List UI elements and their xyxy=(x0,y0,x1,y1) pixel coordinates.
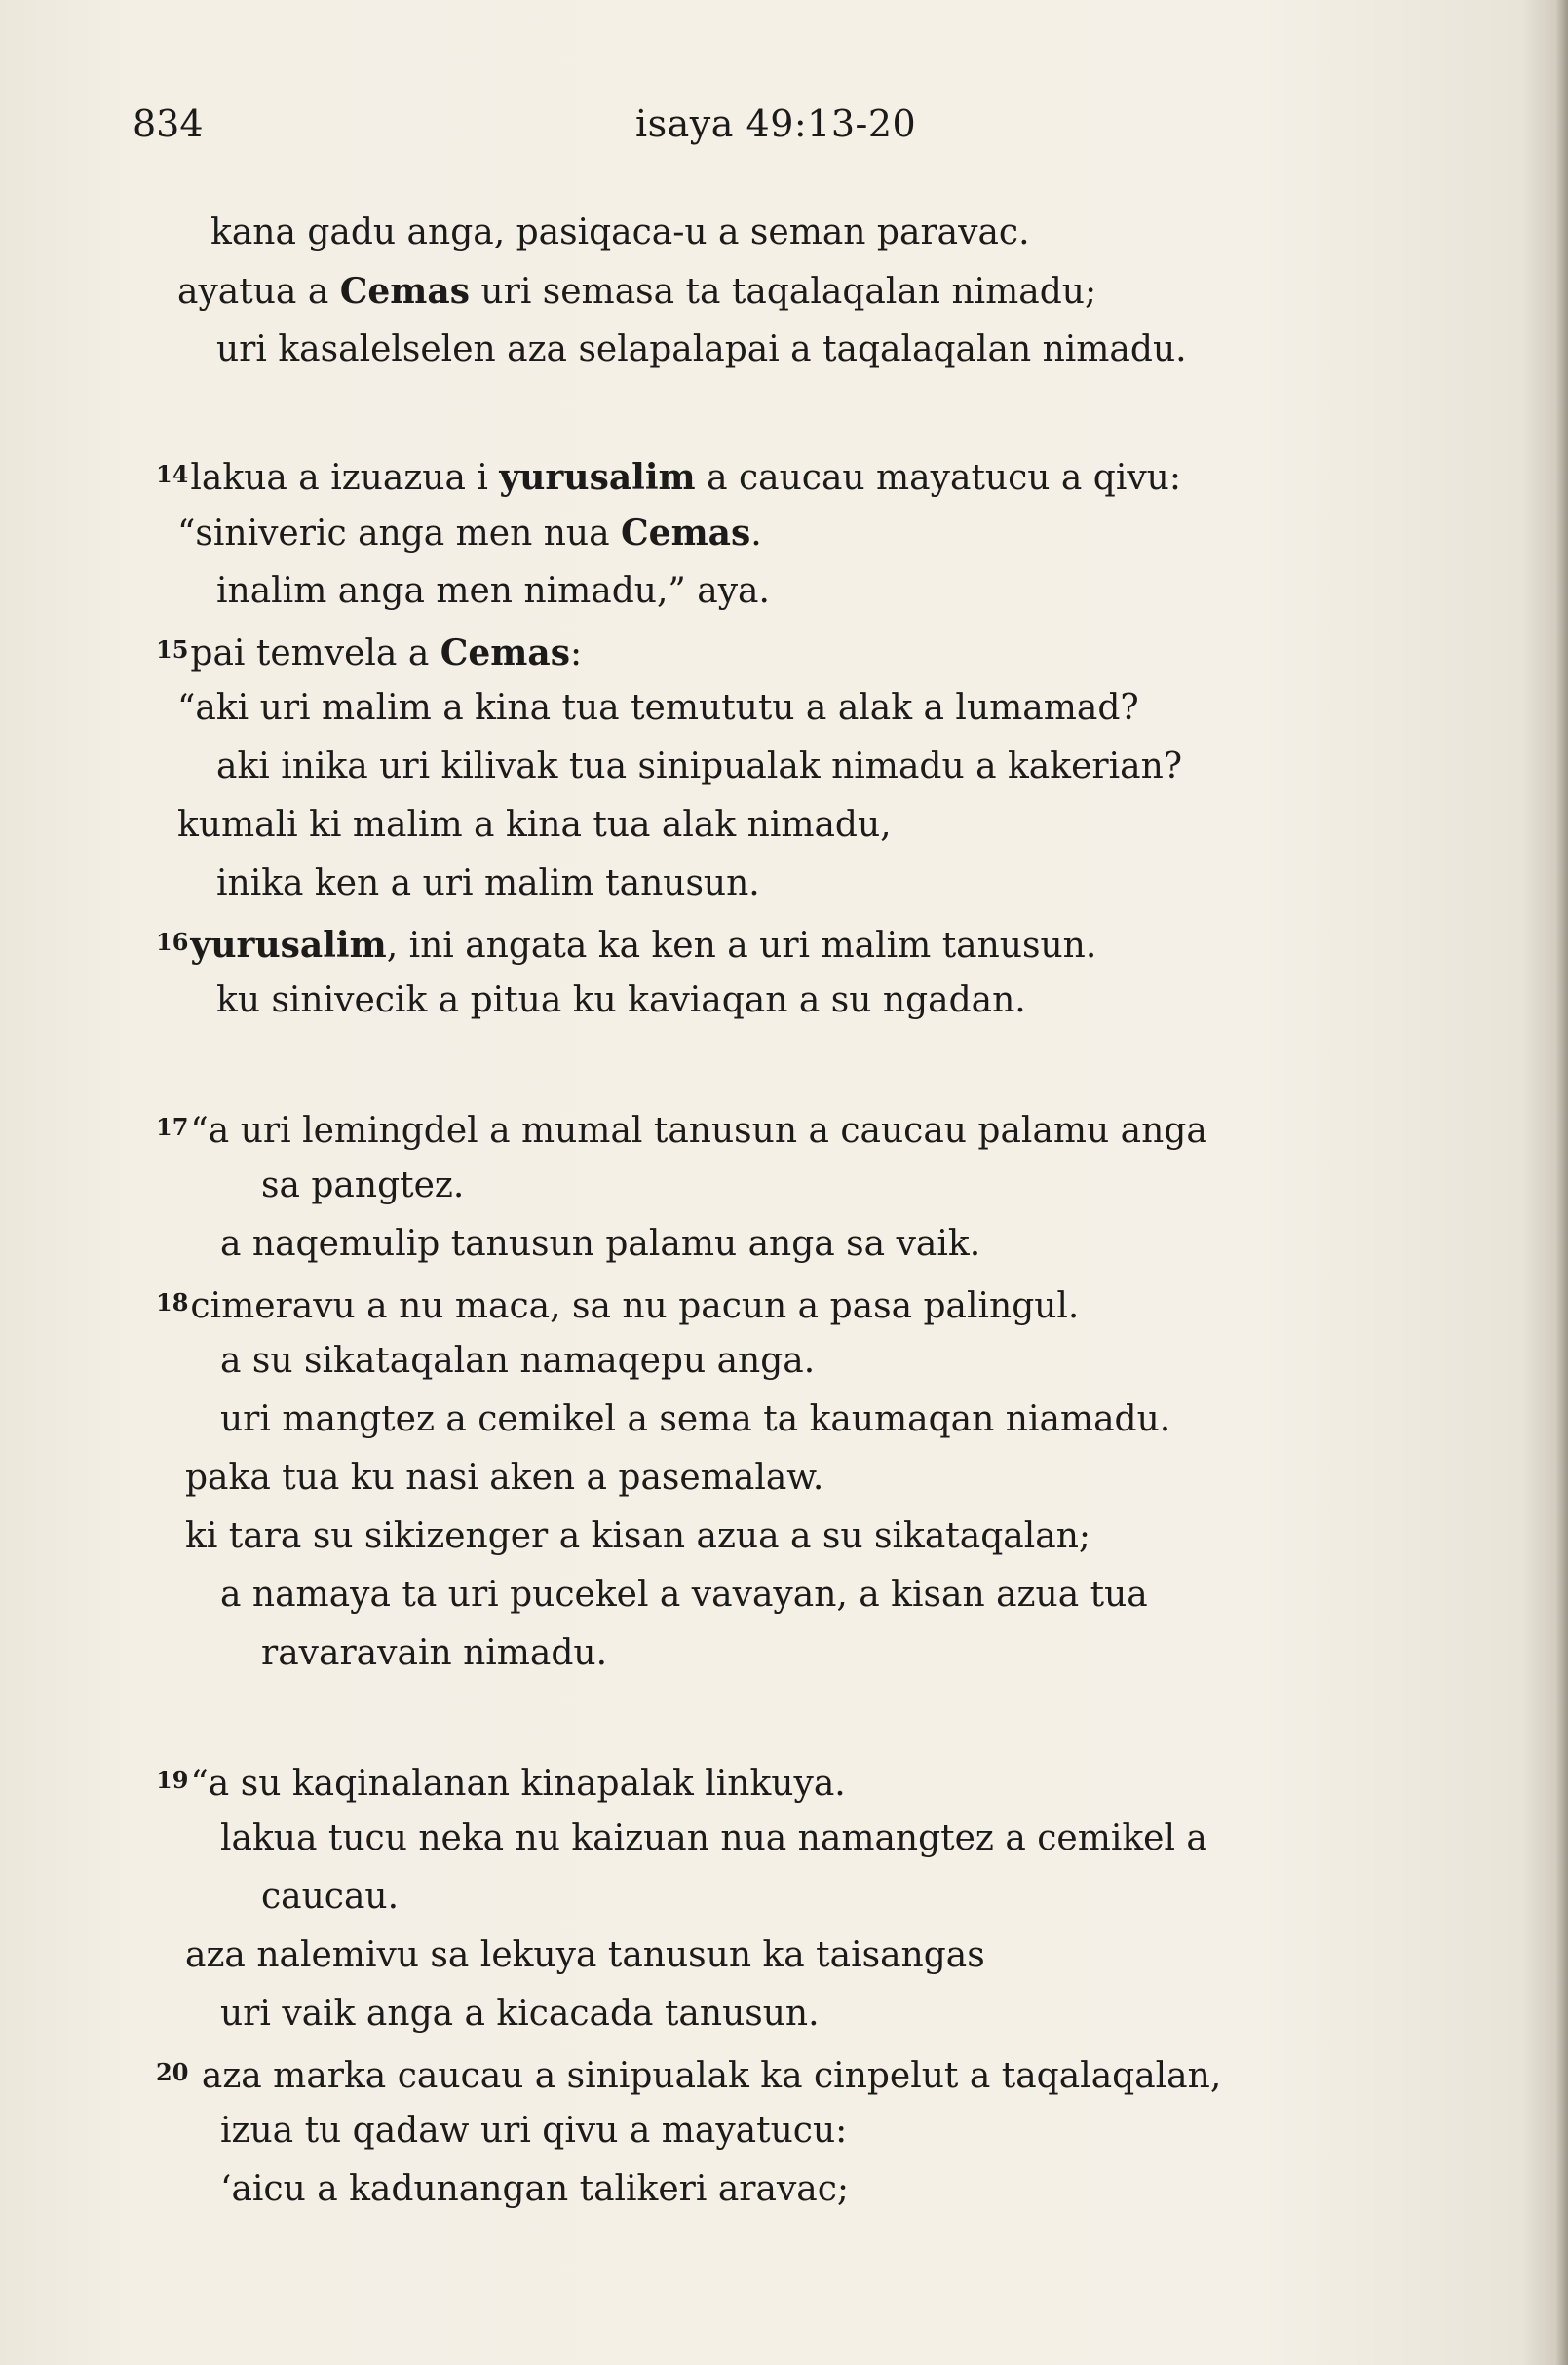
line-text: “aki uri malim a kina tua temututu a alak a lumamad? xyxy=(177,688,1139,728)
verse-number: 19 xyxy=(156,1766,189,1794)
line-text: inika ken a uri malim tanusun. xyxy=(216,863,760,903)
text-line xyxy=(216,860,760,907)
line-text: a su sikataqalan namaqepu anga. xyxy=(220,1341,816,1381)
line-text: uri kasalelselen aza selapalapai a taqalaqalan nimadu. xyxy=(216,329,1187,369)
text-line xyxy=(261,1874,399,1921)
line-text: kumali ki malim a kina tua alak nimadu, xyxy=(177,805,892,845)
bold-name: Cemas xyxy=(440,632,570,673)
page-number: 834 xyxy=(133,102,204,145)
text-line xyxy=(156,627,582,677)
text-line xyxy=(156,2049,1221,2100)
text-line xyxy=(156,451,1181,502)
line-text: lakua tucu neka nu kaizuan nua namangtez a cemikel a xyxy=(220,1818,1207,1858)
text-line xyxy=(220,1396,1170,1443)
line-text: aki inika uri kilivak tua sinipualak nimadu a kakerian? xyxy=(216,746,1183,786)
text-line xyxy=(177,802,892,849)
line-text: caucau. xyxy=(261,1877,400,1917)
line-text: a naqemulip tanusun palamu anga sa vaik. xyxy=(220,1224,981,1264)
line-text: a namaya ta uri pucekel a vavayan, a kisan azua tua xyxy=(220,1575,1148,1615)
text-line xyxy=(216,326,1187,373)
line-text-rest: , ini angata ka ken a uri malim tanusun. xyxy=(386,926,1097,966)
line-text-rest: : xyxy=(570,633,583,673)
bold-name: Cemas xyxy=(339,271,470,312)
line-text-rest: a caucau mayatucu a qivu: xyxy=(695,458,1181,498)
text-line xyxy=(156,919,1096,970)
line-text: izua tu qadaw uri qivu a mayatucu: xyxy=(220,2111,848,2151)
text-line xyxy=(210,210,1030,256)
line-text: inalim anga men nimadu,” aya. xyxy=(216,571,770,611)
line-text: lakua a izuazua i xyxy=(190,458,500,498)
text-line xyxy=(185,1513,1090,1560)
text-line xyxy=(185,1932,985,1979)
line-text: uri mangtez a cemikel a sema ta kaumaqan niamadu. xyxy=(220,1399,1171,1439)
line-text: ‘aicu a kadunangan talikeri aravac; xyxy=(220,2169,850,2209)
text-line xyxy=(261,1630,607,1677)
text-line xyxy=(220,1991,820,2038)
text-line xyxy=(177,510,762,557)
verse-number: 18 xyxy=(156,1288,189,1316)
text-line xyxy=(156,1104,1207,1155)
line-text: ki tara su sikizenger a kisan azua a su sikataqalan; xyxy=(185,1516,1091,1556)
line-text: aza nalemivu sa lekuya tanusun ka taisangas xyxy=(185,1935,985,1975)
line-text: aza marka caucau a sinipualak ka cinpelut a taqalaqalan, xyxy=(190,2056,1222,2096)
text-line xyxy=(156,1757,846,1808)
text-line xyxy=(177,685,1139,732)
verse-number: 16 xyxy=(156,928,189,956)
line-text: “siniveric anga men nua xyxy=(177,514,622,553)
text-line xyxy=(216,568,770,615)
text-line xyxy=(185,1455,823,1502)
line-text: cimeravu a nu maca, sa nu pacun a pasa palingul. xyxy=(190,1286,1080,1326)
bold-name: Cemas xyxy=(621,513,751,553)
line-text: ayatua a xyxy=(177,272,340,312)
line-text: uri vaik anga a kicacada tanusun. xyxy=(220,1994,820,2034)
text-line xyxy=(216,977,1026,1024)
line-text-rest: . xyxy=(750,514,762,553)
bold-name: yurusalim xyxy=(190,925,387,966)
line-text: pai temvela a xyxy=(190,633,440,673)
line-text: ku sinivecik a pitua ku kaviaqan a su ngadan. xyxy=(216,980,1026,1020)
text-line xyxy=(220,2166,849,2213)
text-line xyxy=(177,268,1096,316)
text-line xyxy=(261,1163,464,1209)
line-text: ravaravain nimadu. xyxy=(261,1633,608,1673)
verse-number: 14 xyxy=(156,460,189,488)
book-spine-shadow xyxy=(1554,0,1568,2365)
verse-number: 17 xyxy=(156,1113,189,1141)
bold-name: yurusalim xyxy=(499,457,696,498)
verse-number: 20 xyxy=(156,2058,189,2086)
line-text: kana gadu anga, pasiqaca-u a seman paravac. xyxy=(210,212,1030,252)
line-text: “a uri lemingdel a mumal tanusun a caucau palamu anga xyxy=(190,1111,1207,1151)
text-line xyxy=(220,1815,1207,1862)
text-line xyxy=(220,1338,815,1385)
running-head: isaya 49:13-20 xyxy=(635,102,917,145)
line-text-rest: uri semasa ta taqalaqalan nimadu; xyxy=(469,272,1097,312)
text-line xyxy=(156,1279,1079,1330)
text-line xyxy=(220,2108,847,2155)
text-line xyxy=(220,1221,980,1268)
text-line xyxy=(216,744,1182,790)
line-text: sa pangtez. xyxy=(261,1165,465,1205)
line-text: paka tua ku nasi aken a pasemalaw. xyxy=(185,1458,824,1498)
verse-number: 15 xyxy=(156,635,189,664)
page-header xyxy=(0,97,1568,156)
text-line xyxy=(220,1572,1148,1619)
line-text: “a su kaqinalanan kinapalak linkuya. xyxy=(190,1764,846,1804)
